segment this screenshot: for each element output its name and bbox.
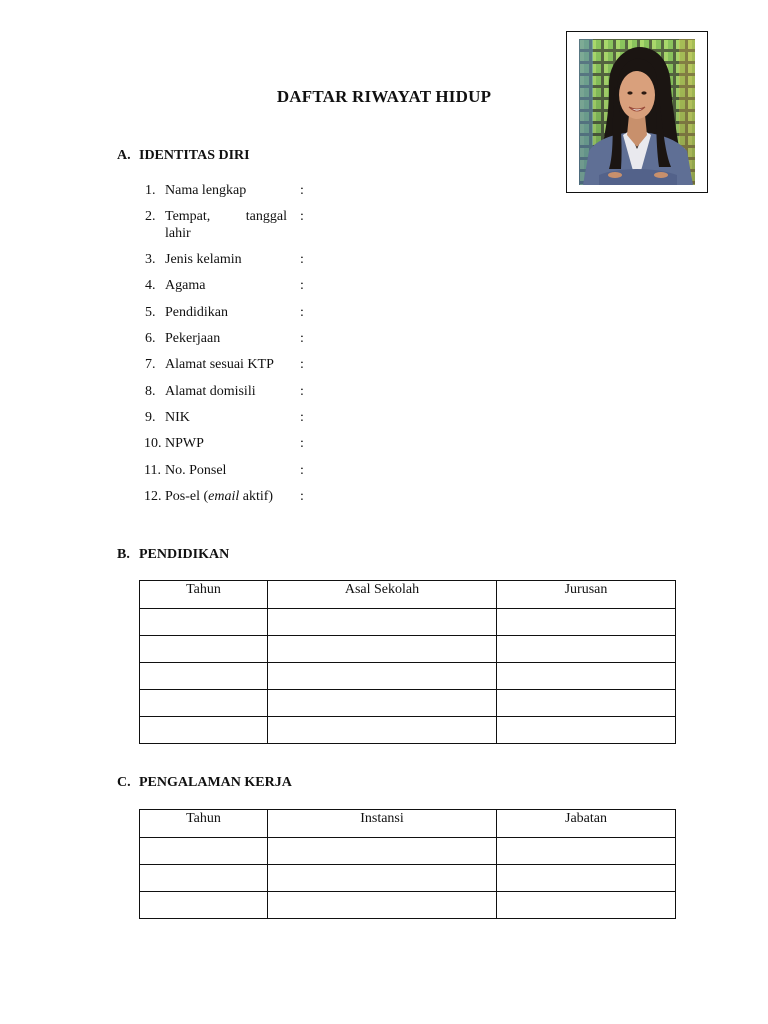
table-cell[interactable] [140,636,268,663]
table-cell[interactable] [140,892,268,919]
item-number: 8. [145,384,156,399]
table-header-row [140,810,676,838]
table-cell[interactable] [140,609,268,636]
table-cell[interactable] [268,838,497,865]
item-colon: : [300,489,304,504]
section-title: IDENTITAS DIRI [139,148,250,163]
item-label: Agama [165,278,206,293]
table-cell[interactable] [268,717,497,744]
item-label: Nama lengkap [165,183,247,198]
section-identitas-heading [117,148,250,164]
column-header-tahun: Tahun [140,810,268,838]
section-pengalaman-kerja-heading [117,775,292,791]
item-number: 6. [145,331,156,346]
item-number: 9. [145,410,156,425]
item-label: Alamat sesuai KTP [165,357,274,372]
table-cell[interactable] [268,865,497,892]
table-cell[interactable] [268,690,497,717]
item-colon: : [300,252,304,267]
item-number: 7. [145,357,156,372]
table-row [140,717,676,744]
table-row [140,892,676,919]
item-number: 5. [145,305,156,320]
item-label-pre: Pos-el ( [165,489,209,504]
table-cell[interactable] [497,865,676,892]
item-label: No. Ponsel [165,463,227,478]
table-cell[interactable] [268,892,497,919]
table-header-row [140,581,676,609]
portrait-photo-icon [579,39,695,185]
education-table [139,580,676,744]
item-label-line2: lahir [165,226,191,241]
item-label [165,208,287,242]
item-number: 12. [144,489,162,504]
photo-frame [566,31,708,193]
item-colon: : [300,278,304,293]
document-title: DAFTAR RIWAYAT HIDUP [276,87,492,106]
section-letter: C. [117,775,131,790]
table-row [140,609,676,636]
item-label: Pekerjaan [165,331,221,346]
item-colon: : [300,410,304,425]
section-pendidikan-heading [117,547,229,563]
table-cell[interactable] [497,609,676,636]
table-cell[interactable] [497,663,676,690]
table-row [140,636,676,663]
column-header-tahun: Tahun [140,581,268,609]
section-letter: A. [117,148,131,163]
item-number: 11. [144,463,161,478]
table-cell[interactable] [497,838,676,865]
table-cell[interactable] [497,717,676,744]
item-colon: : [300,357,304,372]
item-label-line1: Tempat, tanggal [165,209,287,224]
table-row [140,865,676,892]
item-label: Pendidikan [165,305,228,320]
section-title: PENGALAMAN KERJA [139,775,292,790]
column-header-jabatan: Jabatan [497,810,676,838]
item-colon: : [300,331,304,346]
work-experience-table [139,809,676,919]
table-cell[interactable] [497,636,676,663]
table-row [140,663,676,690]
item-colon: : [300,209,304,224]
table-cell[interactable] [497,892,676,919]
item-label: NIK [165,410,190,425]
item-colon: : [300,436,304,451]
table-cell[interactable] [140,717,268,744]
item-colon: : [300,463,304,478]
item-colon: : [300,305,304,320]
item-colon: : [300,384,304,399]
item-number: 3. [145,252,156,267]
column-header-asal-sekolah: Asal Sekolah [268,581,497,609]
table-cell[interactable] [268,609,497,636]
item-label-email: email [208,489,240,504]
table-cell[interactable] [268,636,497,663]
section-title: PENDIDIKAN [139,547,230,562]
table-cell[interactable] [140,838,268,865]
item-number: 2. [145,209,156,224]
item-label: Jenis kelamin [165,252,242,267]
item-colon: : [300,183,304,198]
item-number: 10. [144,436,162,451]
table-cell[interactable] [140,663,268,690]
item-number: 1. [145,183,156,198]
column-header-jurusan: Jurusan [497,581,676,609]
table-cell[interactable] [140,690,268,717]
table-cell[interactable] [140,865,268,892]
item-label: NPWP [165,436,204,451]
table-cell[interactable] [497,690,676,717]
item-label: Alamat domisili [165,384,256,399]
table-row [140,690,676,717]
table-row [140,838,676,865]
column-header-instansi: Instansi [268,810,497,838]
table-cell[interactable] [268,663,497,690]
item-label-post: aktif) [239,489,274,504]
item-label [165,488,305,505]
section-letter: B. [117,547,130,562]
item-number: 4. [145,278,156,293]
